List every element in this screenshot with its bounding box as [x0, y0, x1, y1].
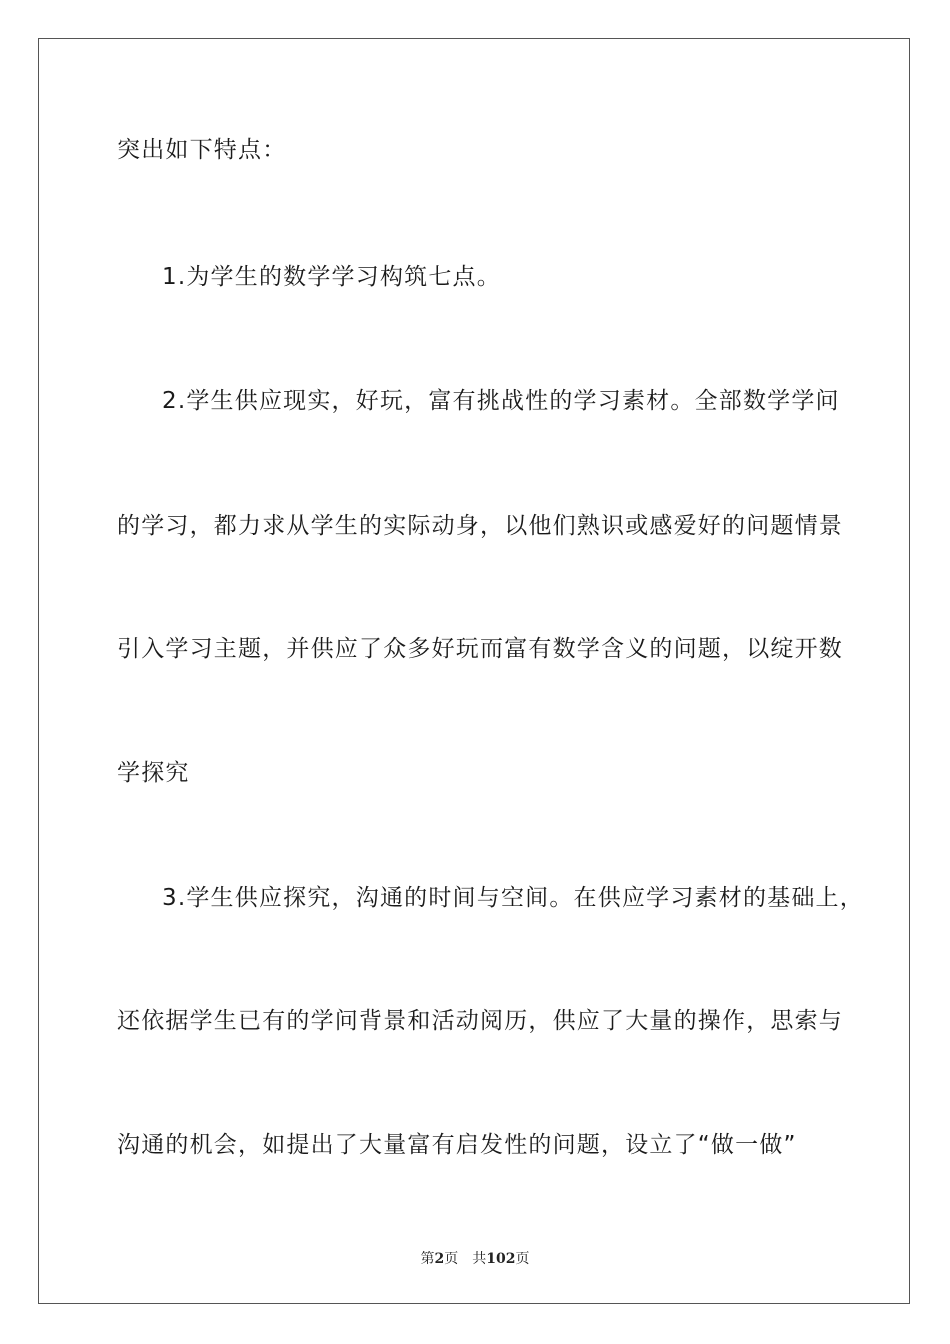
paragraph-line-3: 2.学生供应现实，好玩，富有挑战性的学习素材。全部数学学问: [162, 388, 840, 414]
paragraph-line-4: 的学习，都力求从学生的实际动身，以他们熟识或感爱好的问题情景: [117, 513, 843, 539]
paragraph-line-9: 沟通的机会，如提出了大量富有启发性的问题，设立了“做一做”: [117, 1132, 797, 1158]
page-footer: [0, 1248, 950, 1268]
paragraph-line-2: 1.为学生的数学学习构筑七点。: [162, 264, 501, 290]
footer-page-suffix: 页: [444, 1251, 459, 1267]
footer-total-pages: 102: [486, 1251, 516, 1267]
paragraph-line-1: 突出如下特点：: [117, 137, 287, 163]
paragraph-line-5: 引入学习主题，并供应了众多好玩而富有数学含义的问题，以绽开数: [117, 636, 843, 662]
paragraph-line-7: 3.学生供应探究，沟通的时间与空间。在供应学习素材的基础上，: [162, 885, 864, 911]
footer-page-prefix: 第: [420, 1251, 435, 1267]
paragraph-line-6: 学探究: [117, 760, 190, 786]
footer-page-number: 2: [434, 1251, 445, 1267]
page-border: [38, 38, 910, 1304]
paragraph-line-8: 还依据学生已有的学问背景和活动阅历，供应了大量的操作，思索与: [117, 1008, 843, 1034]
footer-total-suffix: 页: [515, 1251, 530, 1267]
footer-total-prefix: 共: [472, 1251, 487, 1267]
